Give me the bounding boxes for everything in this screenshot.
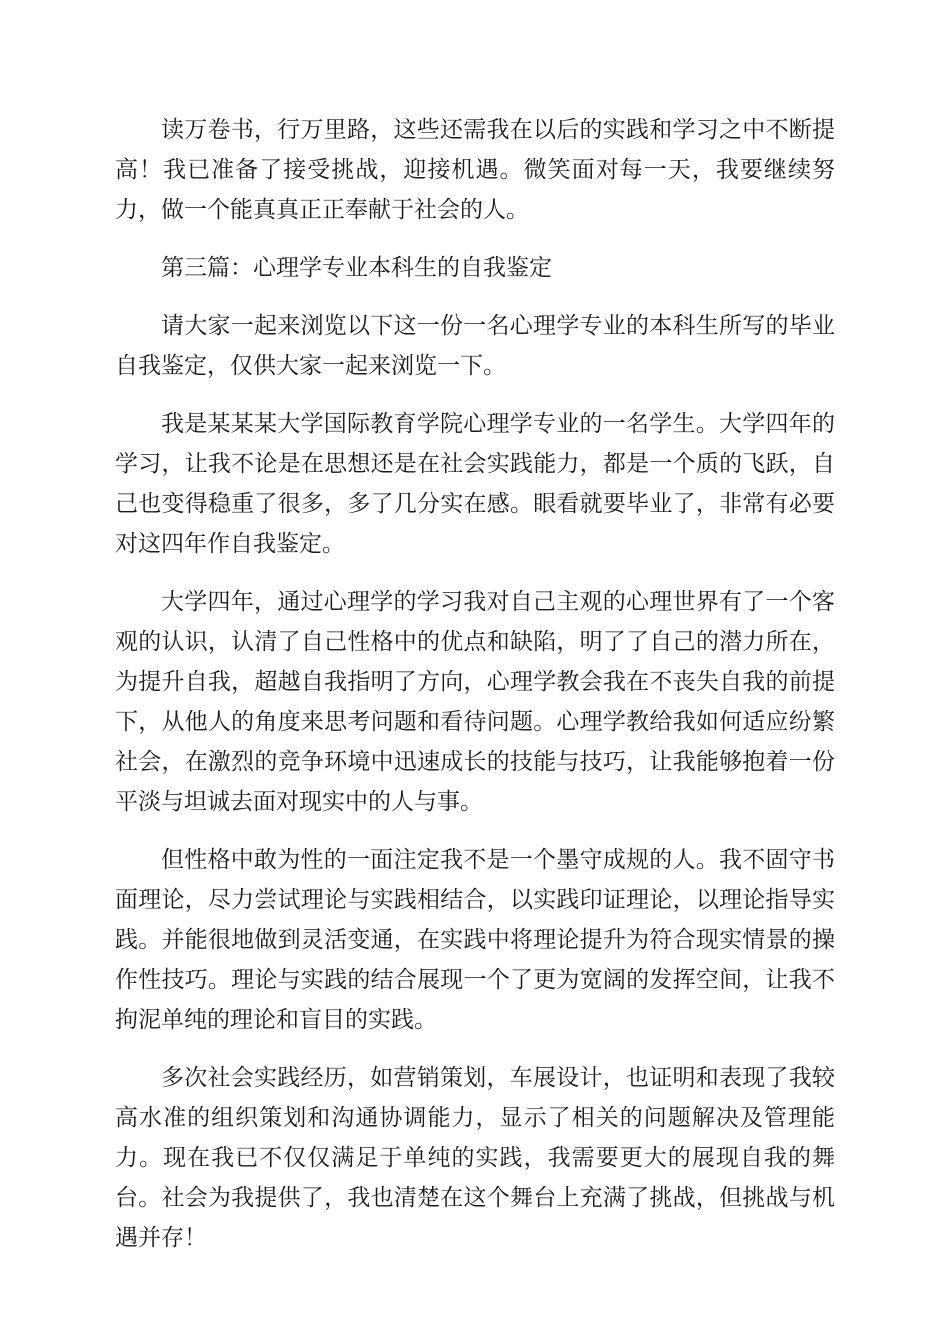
paragraph-self-intro: 我是某某某大学国际教育学院心理学专业的一名学生。大学四年的学习，让我不论是在思想还是在社会实践能力，都是一个质的飞跃，自己也变得稳重了很多，多了几分实在感。眼看就要毕业了，非常有必要对这四年作自我鉴定。: [115, 411, 835, 557]
paragraph-intro: 请大家一起来浏览以下这一份一名心理学专业的本科生所写的毕业自我鉴定，仅供大家一起来浏览一下。: [115, 313, 835, 379]
paragraph-psychology-study: 大学四年，通过心理学的学习我对自己主观的心理世界有了一个客观的认识，认清了自己性格中的优点和缺陷，明了了自己的潜力所在，为提升自我，超越自我指明了方向，心理学教会我在不丧失自我的前提下，从他人的角度来思考问题和看待问题。心理学教给我如何适应纷繁社会，在激烈的竞争环境中迅速成长的技能与技巧，让我能够抱着一份平淡与坦诚去面对现实中的人与事。: [115, 589, 835, 815]
paragraph-social-practice: 多次社会实践经历，如营销策划，车展设计，也证明和表现了我较高水准的组织策划和沟通协调能力，显示了相关的问题解决及管理能力。现在我已不仅仅满足于单纯的实践，我需要更大的展现自我的舞台。社会为我提供了，我也清楚在这个舞台上充满了挑战，但挑战与机遇并存！: [115, 1065, 835, 1251]
paragraph-closing: 读万卷书，行万里路，这些还需我在以后的实践和学习之中不断提高！我已准备了接受挑战，迎接机遇。微笑面对每一天，我要继续努力，做一个能真真正正奉献于社会的人。: [115, 117, 835, 223]
section-heading: 第三篇：心理学专业本科生的自我鉴定: [161, 255, 552, 281]
paragraph-theory-practice: 但性格中敢为性的一面注定我不是一个墨守成规的人。我不固守书面理论，尽力尝试理论与实践相结合，以实践印证理论，以理论指导实践。并能很地做到灵活变通，在实践中将理论提升为符合现实情景的操作性技巧。理论与实践的结合展现一个了更为宽阔的发挥空间，让我不拘泥单纯的理论和盲目的实践。: [115, 847, 835, 1033]
document-body: [115, 110, 835, 1276]
